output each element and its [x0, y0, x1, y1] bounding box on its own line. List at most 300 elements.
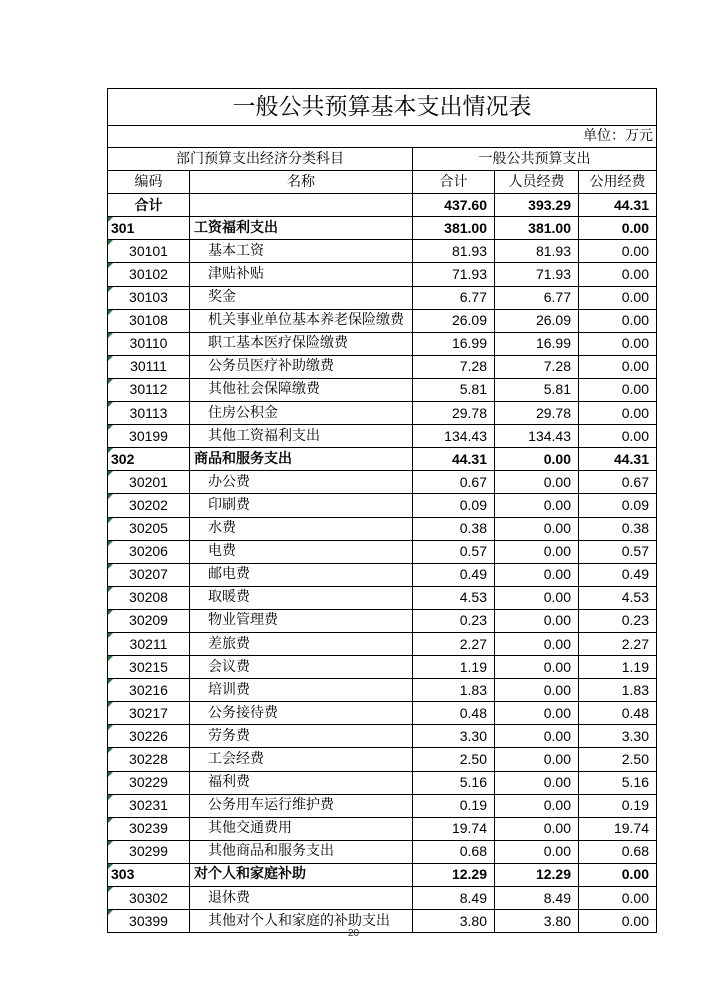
row-public-text: 0.00 — [621, 242, 649, 259]
row-public — [579, 517, 657, 540]
cell-marker-icon — [108, 217, 113, 222]
row-public-text: 3.30 — [621, 727, 649, 744]
cell-marker-icon — [108, 702, 113, 707]
row-public-text: 44.31 — [613, 196, 649, 213]
row-public — [579, 378, 657, 401]
row-personnel-text: 6.77 — [543, 289, 571, 306]
row-name-text: 办公费 — [208, 473, 250, 490]
row-total-text: 1.83 — [459, 681, 487, 698]
row-code — [108, 679, 190, 702]
row-personnel-text: 16.99 — [535, 335, 571, 352]
row-total-text: 29.78 — [451, 404, 487, 421]
row-total — [413, 863, 495, 886]
row-total — [413, 887, 495, 910]
row-public-text: 0.00 — [621, 912, 649, 929]
row-code — [108, 887, 190, 910]
row-personnel — [495, 494, 579, 517]
row-total-text: 381.00 — [444, 219, 487, 236]
row-total — [413, 240, 495, 263]
row-total-text: 7.28 — [459, 358, 487, 375]
cell-marker-icon — [108, 287, 113, 292]
row-public — [579, 679, 657, 702]
row-name-text: 其他商品和服务支出 — [208, 843, 334, 860]
row-code-text: 30101 — [129, 242, 168, 259]
row-name-text: 印刷费 — [208, 496, 250, 513]
row-name — [190, 286, 413, 309]
row-code — [108, 586, 190, 609]
row-total — [413, 609, 495, 632]
row-total — [413, 632, 495, 655]
table-row — [108, 794, 657, 817]
row-personnel — [495, 887, 579, 910]
table-row — [108, 725, 657, 748]
cell-marker-icon — [108, 748, 113, 753]
row-public — [579, 771, 657, 794]
row-public-text: 2.50 — [621, 750, 649, 767]
row-name — [190, 378, 413, 401]
row-code-text: 30216 — [129, 681, 168, 698]
row-total-text: 5.16 — [459, 774, 487, 791]
table-row — [108, 448, 657, 471]
cell-marker-icon — [108, 518, 113, 523]
cell-marker-icon — [108, 818, 113, 823]
row-code — [108, 286, 190, 309]
row-total — [413, 402, 495, 425]
row-total — [413, 378, 495, 401]
row-code-text: 30239 — [129, 820, 168, 837]
row-public — [579, 586, 657, 609]
col-header-name: 名称 — [190, 171, 413, 194]
row-personnel-text: 0.00 — [543, 635, 571, 652]
table-row — [108, 817, 657, 840]
row-public-text: 0.67 — [621, 473, 649, 490]
row-total — [413, 263, 495, 286]
row-code-text: 30207 — [129, 566, 168, 583]
row-name-text: 邮电费 — [208, 566, 250, 583]
row-name — [190, 540, 413, 563]
row-public — [579, 263, 657, 286]
row-public — [579, 240, 657, 263]
cell-marker-icon — [108, 333, 113, 338]
row-code-text: 30113 — [129, 404, 168, 421]
table-row — [108, 355, 657, 378]
row-name-text: 住房公积金 — [208, 404, 278, 421]
row-code-text: 30211 — [129, 635, 168, 652]
cell-marker-icon — [108, 379, 113, 384]
col-header-public: 公用经费 — [579, 171, 657, 194]
row-code — [108, 748, 190, 771]
row-public — [579, 748, 657, 771]
row-personnel-text: 134.43 — [528, 427, 571, 444]
row-total — [413, 702, 495, 725]
row-personnel-text: 0.00 — [543, 612, 571, 629]
cell-marker-icon — [108, 310, 113, 315]
row-name-text: 退休费 — [208, 889, 250, 906]
col-header-personnel: 人员经费 — [495, 171, 579, 194]
row-total — [413, 471, 495, 494]
row-public-text: 0.00 — [621, 312, 649, 329]
row-personnel-text: 0.00 — [543, 473, 571, 490]
row-code-text: 30302 — [129, 889, 168, 906]
cell-marker-icon — [108, 772, 113, 777]
table-row — [108, 240, 657, 263]
row-public-text: 0.00 — [621, 866, 649, 883]
row-personnel-text: 0.00 — [543, 543, 571, 560]
row-total-text: 0.38 — [459, 520, 487, 537]
row-name-text: 机关事业单位基本养老保险缴费 — [208, 312, 404, 329]
row-personnel — [495, 586, 579, 609]
table-row — [108, 378, 657, 401]
row-public-text: 0.68 — [621, 843, 649, 860]
row-personnel-text: 29.78 — [535, 404, 571, 421]
row-public-text: 0.00 — [621, 404, 649, 421]
row-name — [190, 840, 413, 863]
row-name — [190, 471, 413, 494]
row-name — [190, 632, 413, 655]
row-personnel-text: 71.93 — [535, 266, 571, 283]
row-name — [190, 679, 413, 702]
row-total-text: 6.77 — [459, 289, 487, 306]
row-total-text: 0.23 — [459, 612, 487, 629]
row-code — [108, 656, 190, 679]
table-row — [108, 702, 657, 725]
row-total-text: 2.27 — [459, 635, 487, 652]
row-public — [579, 286, 657, 309]
row-personnel — [495, 471, 579, 494]
row-code-text: 30202 — [129, 496, 168, 513]
row-personnel-text: 0.00 — [543, 774, 571, 791]
row-total-text: 0.48 — [459, 704, 487, 721]
row-public-text: 0.19 — [621, 797, 649, 814]
row-personnel-text: 0.00 — [543, 450, 571, 467]
row-personnel — [495, 632, 579, 655]
table-row — [108, 217, 657, 240]
row-personnel-text: 0.00 — [543, 727, 571, 744]
row-name — [190, 217, 413, 240]
row-public-text: 0.57 — [621, 543, 649, 560]
unit-label: 单位：万元 — [108, 126, 657, 148]
cell-marker-icon — [108, 564, 113, 569]
row-personnel — [495, 332, 579, 355]
row-public — [579, 794, 657, 817]
row-name-text: 差旅费 — [208, 635, 250, 652]
row-public-text: 0.38 — [621, 520, 649, 537]
cell-marker-icon — [108, 587, 113, 592]
row-total — [413, 517, 495, 540]
row-code-text: 30108 — [129, 312, 168, 329]
table-row — [108, 540, 657, 563]
row-personnel — [495, 517, 579, 540]
row-name — [190, 194, 413, 217]
row-code-text: 301 — [111, 219, 135, 236]
row-personnel — [495, 540, 579, 563]
row-total-text: 71.93 — [451, 266, 487, 283]
row-name — [190, 563, 413, 586]
row-name-text: 津贴补贴 — [208, 266, 264, 283]
row-personnel — [495, 656, 579, 679]
row-public — [579, 402, 657, 425]
row-personnel — [495, 263, 579, 286]
row-code — [108, 771, 190, 794]
row-total-text: 0.68 — [459, 843, 487, 860]
row-personnel-text: 393.29 — [528, 196, 571, 213]
row-code — [108, 794, 190, 817]
row-total — [413, 355, 495, 378]
row-public-text: 0.48 — [621, 704, 649, 721]
row-total-text: 4.53 — [459, 589, 487, 606]
row-public — [579, 448, 657, 471]
row-code — [108, 471, 190, 494]
row-name-text: 商品和服务支出 — [194, 450, 292, 467]
row-code-text: 30209 — [129, 612, 168, 629]
row-public-text: 19.74 — [613, 820, 649, 837]
row-name-text: 其他社会保障缴费 — [208, 381, 320, 398]
table-row — [108, 563, 657, 586]
row-personnel-text: 0.00 — [543, 797, 571, 814]
row-personnel — [495, 725, 579, 748]
row-total — [413, 656, 495, 679]
row-total — [413, 540, 495, 563]
cell-marker-icon — [108, 448, 113, 453]
row-total-text: 12.29 — [451, 866, 487, 883]
row-total — [413, 194, 495, 217]
table-row — [108, 632, 657, 655]
row-public-text: 44.31 — [613, 450, 649, 467]
row-personnel — [495, 378, 579, 401]
row-code — [108, 863, 190, 886]
cell-marker-icon — [108, 725, 113, 730]
row-code — [108, 448, 190, 471]
row-name — [190, 817, 413, 840]
row-name-text: 其他交通费用 — [208, 820, 292, 837]
row-total-text: 3.30 — [459, 727, 487, 744]
table-row — [108, 748, 657, 771]
cell-marker-icon — [108, 240, 113, 245]
cell-marker-icon — [108, 910, 113, 915]
cell-marker-icon — [108, 263, 113, 268]
page-number: 20 — [347, 928, 360, 939]
row-total — [413, 563, 495, 586]
row-public-text: 0.00 — [621, 219, 649, 236]
row-personnel — [495, 402, 579, 425]
row-public-text: 0.23 — [621, 612, 649, 629]
row-total — [413, 309, 495, 332]
row-name — [190, 517, 413, 540]
row-public — [579, 563, 657, 586]
cell-marker-icon — [108, 656, 113, 661]
row-code-text: 30299 — [129, 843, 168, 860]
table-row — [108, 656, 657, 679]
row-total — [413, 448, 495, 471]
row-total — [413, 217, 495, 240]
row-code-text: 30215 — [129, 658, 168, 675]
row-public — [579, 609, 657, 632]
row-name — [190, 863, 413, 886]
row-personnel-text: 0.00 — [543, 750, 571, 767]
col-header-total: 合计 — [413, 171, 495, 194]
table-row — [108, 471, 657, 494]
row-public-text: 0.00 — [621, 358, 649, 375]
row-name — [190, 748, 413, 771]
row-public — [579, 656, 657, 679]
row-code — [108, 540, 190, 563]
row-name-text: 其他工资福利支出 — [208, 427, 320, 444]
row-total-text: 0.09 — [459, 496, 487, 513]
cell-marker-icon — [108, 864, 113, 869]
table-row — [108, 425, 657, 448]
row-name — [190, 402, 413, 425]
row-public — [579, 540, 657, 563]
row-code — [108, 517, 190, 540]
row-total-text: 19.74 — [451, 820, 487, 837]
row-name-text: 会议费 — [208, 658, 250, 675]
row-public-text: 0.09 — [621, 496, 649, 513]
row-total — [413, 332, 495, 355]
row-total-text: 0.57 — [459, 543, 487, 560]
table-row — [108, 609, 657, 632]
row-code — [108, 702, 190, 725]
row-code — [108, 194, 190, 217]
row-total — [413, 494, 495, 517]
row-personnel — [495, 286, 579, 309]
row-personnel-text: 0.00 — [543, 520, 571, 537]
row-code-text: 30205 — [129, 520, 168, 537]
table-row — [108, 840, 657, 863]
row-personnel-text: 0.00 — [543, 704, 571, 721]
row-total — [413, 679, 495, 702]
row-name-text: 公务用车运行维护费 — [208, 797, 334, 814]
row-personnel-text: 0.00 — [543, 843, 571, 860]
row-public-text: 1.19 — [621, 658, 649, 675]
row-code-text: 30208 — [129, 589, 168, 606]
cell-marker-icon — [108, 679, 113, 684]
row-name-text: 职工基本医疗保险缴费 — [208, 335, 348, 352]
row-name-text: 电费 — [208, 543, 236, 560]
row-total — [413, 748, 495, 771]
row-name-text: 基本工资 — [208, 242, 264, 259]
row-personnel — [495, 794, 579, 817]
row-code-text: 30399 — [129, 912, 168, 929]
row-code — [108, 632, 190, 655]
row-code — [108, 217, 190, 240]
table-row — [108, 771, 657, 794]
row-personnel-text: 12.29 — [535, 866, 571, 883]
cell-marker-icon — [108, 541, 113, 546]
cell-marker-icon — [108, 425, 113, 430]
row-name — [190, 448, 413, 471]
table-row — [108, 494, 657, 517]
row-public — [579, 817, 657, 840]
row-total-text: 437.60 — [444, 196, 487, 213]
row-personnel-text: 5.81 — [543, 381, 571, 398]
row-public — [579, 217, 657, 240]
row-public — [579, 309, 657, 332]
row-personnel — [495, 748, 579, 771]
row-personnel-text: 0.00 — [543, 658, 571, 675]
row-public-text: 0.00 — [621, 289, 649, 306]
row-code-text: 30201 — [129, 473, 168, 490]
row-code-text: 30229 — [129, 774, 168, 791]
table-row — [108, 194, 657, 217]
row-code — [108, 840, 190, 863]
row-personnel — [495, 563, 579, 586]
row-name-text: 劳务费 — [208, 727, 250, 744]
row-code-text: 302 — [111, 450, 135, 467]
row-total-text: 1.19 — [459, 658, 487, 675]
row-personnel-text: 8.49 — [543, 889, 571, 906]
table-row — [108, 332, 657, 355]
row-code — [108, 355, 190, 378]
row-name-text: 水费 — [208, 520, 236, 537]
row-public — [579, 725, 657, 748]
table-row — [108, 263, 657, 286]
row-name-text: 工资福利支出 — [194, 219, 278, 236]
row-code-text: 30111 — [130, 358, 167, 375]
row-name — [190, 586, 413, 609]
row-name — [190, 656, 413, 679]
cell-marker-icon — [108, 795, 113, 800]
row-personnel-text: 26.09 — [535, 312, 571, 329]
row-personnel — [495, 425, 579, 448]
row-name-text: 物业管理费 — [208, 612, 278, 629]
cell-marker-icon — [108, 610, 113, 615]
row-code — [108, 725, 190, 748]
table-row — [108, 887, 657, 910]
row-public-text: 0.00 — [621, 889, 649, 906]
table-row — [108, 863, 657, 886]
row-public — [579, 632, 657, 655]
budget-table — [107, 88, 657, 933]
cell-marker-icon — [108, 841, 113, 846]
table-row — [108, 286, 657, 309]
row-name-text: 取暖费 — [208, 589, 250, 606]
row-code — [108, 817, 190, 840]
row-personnel-text: 0.00 — [543, 589, 571, 606]
row-code — [108, 494, 190, 517]
row-personnel-text: 0.00 — [543, 566, 571, 583]
row-total-text: 0.67 — [459, 473, 487, 490]
cell-marker-icon — [108, 494, 113, 499]
row-name-text: 其他对个人和家庭的补助支出 — [208, 912, 390, 929]
row-personnel-text: 0.00 — [543, 820, 571, 837]
row-public-text: 0.00 — [621, 381, 649, 398]
row-public — [579, 863, 657, 886]
cell-marker-icon — [108, 356, 113, 361]
row-name — [190, 355, 413, 378]
row-public-text: 5.16 — [621, 774, 649, 791]
table-row — [108, 402, 657, 425]
table-row — [108, 679, 657, 702]
row-total-text: 26.09 — [451, 312, 487, 329]
row-code — [108, 563, 190, 586]
col-header-code: 编码 — [108, 171, 190, 194]
row-code — [108, 425, 190, 448]
row-public-text: 1.83 — [621, 681, 649, 698]
row-code-text: 30199 — [129, 427, 168, 444]
row-public-text: 0.00 — [621, 427, 649, 444]
row-personnel — [495, 840, 579, 863]
row-name — [190, 771, 413, 794]
row-total-text: 16.99 — [451, 335, 487, 352]
row-code-text: 30231 — [129, 797, 168, 814]
row-public — [579, 425, 657, 448]
row-code-text: 303 — [111, 866, 135, 883]
row-personnel-text: 3.80 — [543, 912, 571, 929]
row-name — [190, 725, 413, 748]
row-personnel-text: 0.00 — [543, 681, 571, 698]
row-total-text: 134.43 — [444, 427, 487, 444]
row-name-text: 公务接待费 — [208, 704, 278, 721]
